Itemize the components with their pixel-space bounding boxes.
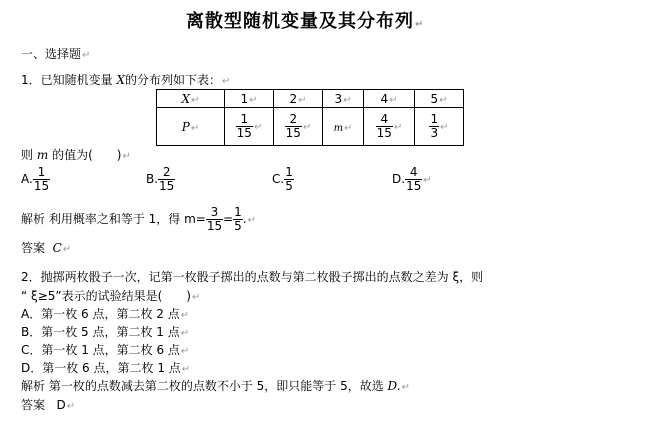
table-header-x: X↵ <box>157 90 225 108</box>
q1-stem <box>21 71 230 88</box>
q1-stem-text: 1．已知随机变量 <box>21 73 113 87</box>
paragraph-mark-icon: ↵ <box>222 76 231 87</box>
q1-ask-var: m <box>36 148 49 162</box>
section-heading <box>21 45 90 62</box>
q2-analysis-text: 解析 第一枚的点数减去第二枚的点数不小于 5，即只能等于 5，故选 <box>21 379 384 393</box>
distribution-table <box>156 89 464 146</box>
paragraph-mark-icon: ↵ <box>423 175 432 186</box>
q1-ask-post: 的值为( ) <box>52 148 122 162</box>
paragraph-mark-icon: ↵ <box>192 292 201 303</box>
table-cell: 3↵ <box>323 90 364 108</box>
page-title <box>186 7 424 33</box>
q2-analysis: 解析 第一枚的点数减去第二枚的点数不小于 5，即只能等于 5，故选 D.↵ <box>21 379 410 393</box>
q1-option-c: C. $\frac{1}{5}$ <box>272 165 293 193</box>
q2-option-b: B．第一枚 5 点，第二枚 1 点↵ <box>21 325 190 339</box>
paragraph-mark-icon: ↵ <box>247 215 257 226</box>
table-cell: $\frac{4}{15}$ ↵ <box>364 108 415 146</box>
q1-ask-pre: 则 <box>21 148 34 162</box>
q1-option-d: D. $\frac{4}{15}$ ↵ <box>392 165 432 193</box>
table-cell: $\frac{1}{15}$ ↵ <box>225 108 274 146</box>
q2-analysis-choice: D. <box>387 379 401 393</box>
q1-analysis-text: 解析 利用概率之和等于 1，得 m= <box>21 212 206 226</box>
table-row <box>157 108 464 146</box>
table-cell: $\frac{2}{15}$ ↵ <box>274 108 323 146</box>
title-text: 离散型随机变量及其分布列 <box>186 11 414 32</box>
q1-answer-value: C <box>52 241 62 255</box>
q2-answer: 答案 D↵ <box>21 398 76 412</box>
table-cell: 2↵ <box>274 90 323 108</box>
section-label: 一、选择题 <box>21 47 82 61</box>
q1-answer <box>21 239 71 256</box>
paragraph-mark-icon: ↵ <box>62 244 72 255</box>
paragraph-mark-icon: ↵ <box>122 151 131 162</box>
q1-stem-tail: 的分布列如下表： <box>125 73 222 87</box>
q2-stem-line2: “ ξ≥5”表示的试验结果是( )↵ <box>21 289 201 303</box>
q2-option-d: D．第一枚 6 点，第二枚 1 点↵ <box>21 361 191 375</box>
table-cell: 4↵ <box>364 90 415 108</box>
q2-option-c: C．第一枚 1 点，第二枚 6 点↵ <box>21 343 190 357</box>
table-cell: 1↵ <box>225 90 274 108</box>
q2-answer-label: 答案 <box>21 398 46 412</box>
q1-stem-var: X <box>116 73 126 87</box>
q2-stem-line1: 2．抛掷两枚骰子一次，记第一枚骰子掷出的点数与第二枚骰子掷出的点数之差为 ξ，则 <box>21 270 484 284</box>
table-cell: $\frac{1}{3}$ ↵ <box>415 108 464 146</box>
table-cell: 5↵ <box>415 90 464 108</box>
table-header-p: P↵ <box>157 108 225 146</box>
q1-answer-label: 答案 <box>21 241 46 255</box>
q1-analysis: 解析 利用概率之和等于 1，得 m= $\frac{3}{15}$ = $\frac{1}{5}$ .↵ <box>21 205 257 233</box>
table-row <box>157 90 464 108</box>
paragraph-mark-icon: ↵ <box>415 19 425 30</box>
q2-option-a: A．第一枚 6 点，第二枚 2 点↵ <box>21 307 190 321</box>
q1-option-b: B. $\frac{2}{15}$ <box>146 165 175 193</box>
q1-ask <box>21 146 131 163</box>
q1-option-a: A. $\frac{1}{15}$ <box>21 165 50 193</box>
table-cell: m↵ <box>323 108 364 146</box>
paragraph-mark-icon: ↵ <box>82 50 91 61</box>
q2-answer-value: D <box>56 398 66 412</box>
